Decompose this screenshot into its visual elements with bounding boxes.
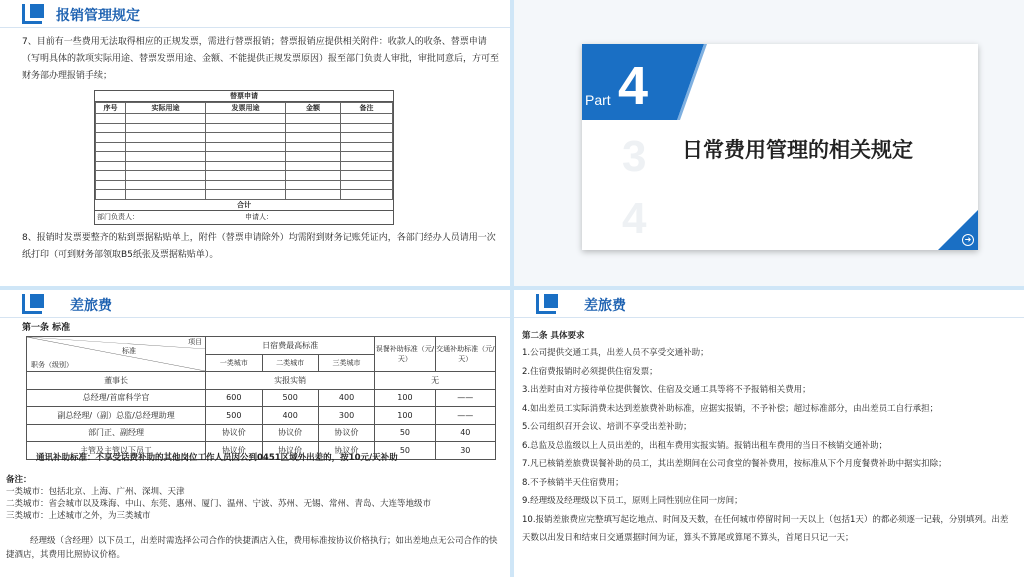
city3-header: 三类城市: [318, 354, 374, 372]
corner-top-label: 项目: [188, 338, 203, 346]
table-row: [27, 424, 496, 442]
header-divider: [0, 317, 510, 318]
part-title: 日常费用管理的相关规定: [682, 138, 913, 162]
city3-cell: 协议价: [318, 442, 374, 460]
col-header-invoice-use: 发票用途: [206, 103, 286, 114]
table-row: [96, 152, 393, 162]
remark-label: 备注：: [6, 475, 32, 485]
table-row: [27, 389, 496, 407]
city1-cell: 协议价: [206, 424, 262, 442]
role-cell: 总经理/首席科学官: [27, 389, 206, 407]
paragraph-8: 8、报销时发票要整齐的粘到票据粘贴单上，附件（替票申请除外）均需附到财务记账凭证内，各部门经办人员请用一次纸打印（可到财务部领取B5纸张及票据粘贴单）。: [22, 233, 496, 260]
form-title: 替票申请: [95, 91, 393, 102]
meal-cell: 100: [375, 389, 435, 407]
transport-cell: ——: [435, 389, 495, 407]
list-item: 6.总监及总监级以上人员出差的，出租车费用实报实销。报销出租车费用的当日不核销交通补助；: [522, 440, 888, 451]
slide-reimbursement[interactable]: [0, 0, 510, 286]
city1-cell: 500: [206, 407, 262, 425]
meal-cell: 50: [375, 442, 435, 460]
section-title: 差旅费: [584, 298, 626, 314]
part-number: 4: [618, 56, 649, 116]
section-header: [22, 292, 112, 318]
section-title: 差旅费: [70, 298, 112, 314]
section-header: [22, 2, 140, 28]
section-title: 报销管理规定: [56, 8, 140, 24]
signature-row: [95, 211, 393, 224]
city1-header: 一类城市: [206, 354, 262, 372]
role-cell: 副总经理/（副）总监/总经理助理: [27, 407, 206, 425]
communication-note: 通讯补助标准：不享受话费补助的其他岗位工作人员因公到0451区域外出差的，按10元/天补助: [36, 453, 398, 463]
list-item: 5.公司组织召开会议、培训不享受出差补助；: [522, 422, 692, 432]
table-row: [27, 372, 496, 390]
part-card: [582, 44, 978, 250]
list-item: 10.报销差旅费应完整填写起讫地点、时间及天数，在任何城市停留时间一天以上（包括1天）的都必须逐一记载，分别填列。出差天数以出发日和结束日交通票据时间为证，算头不算尾或算尾不算头，首尾日只记一天；: [522, 514, 1009, 543]
col-header-amount: 金额: [286, 103, 341, 114]
total-row: 合计: [95, 200, 393, 211]
header-divider: [0, 27, 510, 28]
meal-header: 误餐补助标准（元/天）: [375, 337, 435, 372]
next-arrow-icon[interactable]: ➜: [962, 234, 974, 246]
col-header-actual-use: 实际用途: [126, 103, 206, 114]
list-item: 2.住宿费报销时必须提供住宿发票；: [522, 366, 658, 377]
section-icon: [22, 294, 48, 316]
slide-part4[interactable]: [514, 0, 1024, 286]
transport-header: 交通补助标准（元/天）: [435, 337, 495, 372]
hotel-cell: 实报实销: [206, 372, 375, 390]
table-row: [96, 171, 393, 181]
part-label: Part: [585, 92, 611, 108]
city2-cell: 协议价: [262, 442, 318, 460]
corner-cell: [27, 337, 206, 372]
city2-cell: 协议价: [262, 424, 318, 442]
list-item: 4.如出差员工实际消费未达到差旅费补助标准，应据实报销，不予补偿；超过标准部分，由出差员工自行承担；: [522, 403, 939, 414]
substitute-invoice-form: [94, 90, 394, 225]
list-item: 8.不予核销半天住宿费用；: [522, 477, 624, 488]
table-row: [96, 133, 393, 143]
table-row: [96, 180, 393, 190]
city2-cell: 500: [262, 389, 318, 407]
section-icon: [22, 4, 48, 26]
city2-cell: 400: [262, 407, 318, 425]
transport-cell: 40: [435, 424, 495, 442]
applicant-label: 申请人：: [245, 212, 273, 221]
section-header: [536, 292, 626, 318]
table-row: [96, 190, 393, 200]
city1-cell: 600: [206, 389, 262, 407]
ghost-number: 3: [622, 132, 647, 181]
table-row: [96, 142, 393, 152]
city3-cell: 400: [318, 389, 374, 407]
meal-cell: 100: [375, 407, 435, 425]
col-header-no: 序号: [96, 103, 126, 114]
travel-standard-table: [26, 336, 496, 460]
col-header-remark: 备注: [341, 103, 393, 114]
role-cell: 部门正、副经理: [27, 424, 206, 442]
transport-cell: 30: [435, 442, 495, 460]
requirements-list: [522, 330, 1012, 548]
list-item: 7.凡已核销差旅费误餐补助的员工，其出差期间在公司食堂的餐补费用，按标准从下个月度餐费补助中据实扣除；: [522, 459, 947, 469]
city2-header: 二类城市: [262, 354, 318, 372]
hotel-note: 经理级（含经理）以下员工，出差时需选择公司合作的快捷酒店入住，费用标准按协议价格执行；如出差地点无公司合作的快捷酒店，其费用比照协议价格。: [6, 536, 498, 560]
hotel-header: 日宿费最高标准: [206, 337, 375, 355]
table-row: [96, 114, 393, 124]
corner-bottom-label: 职务（级别）: [31, 361, 73, 369]
meal-cell: 无: [375, 372, 496, 390]
dept-head-label: 部门负责人：: [97, 212, 139, 221]
transport-cell: ——: [435, 407, 495, 425]
meal-cell: 50: [375, 424, 435, 442]
list-item: 9.经理级及经理级以下员工，原则上同性别应住同一房间；: [522, 496, 743, 506]
list-item: 1.公司提供交通工具，出差人员不享受交通补助；: [522, 348, 709, 358]
table-row: [96, 123, 393, 133]
corner-mid-label: 标准: [122, 347, 136, 355]
ghost-number: 4: [622, 194, 647, 243]
role-cell: 董事长: [27, 372, 206, 390]
city3-cell: 300: [318, 407, 374, 425]
header-divider: [514, 317, 1024, 318]
table-row: [96, 161, 393, 171]
section-icon: [536, 294, 562, 316]
remark-line: 一类城市：包括北京、上海、广州、深圳、天津: [6, 487, 185, 497]
remark-line: 三类城市：上述城市之外，为三类城市: [6, 511, 151, 521]
table-row: [27, 407, 496, 425]
city3-cell: 协议价: [318, 424, 374, 442]
paragraph-7: 7、目前有一些费用无法取得相应的正规发票，需进行替票报销；替票报销应提供相关附件：收款人的收条、替票申请（写明具体的款项实际用途、替票发票用途、金额、不能提供正规发票原因）报至部门负责人审批，审批同意后，方可至财务部办理报销手续；: [22, 37, 500, 81]
list-item: 3.出差时由对方接待单位提供餐饮、住宿及交通工具等将不予报销相关费用；: [522, 385, 811, 395]
city1-cell: 协议价: [206, 442, 262, 460]
article-heading: 第二条 具体要求: [522, 331, 585, 341]
role-cell: 主管及主管以下员工: [27, 442, 206, 460]
article-heading: 第一条 标准: [22, 323, 71, 333]
remark-line: 二类城市：省会城市以及珠海、中山、东莞、惠州、厦门、温州、宁波、苏州、无锡、常州、青岛、大连等地级市: [6, 499, 432, 509]
